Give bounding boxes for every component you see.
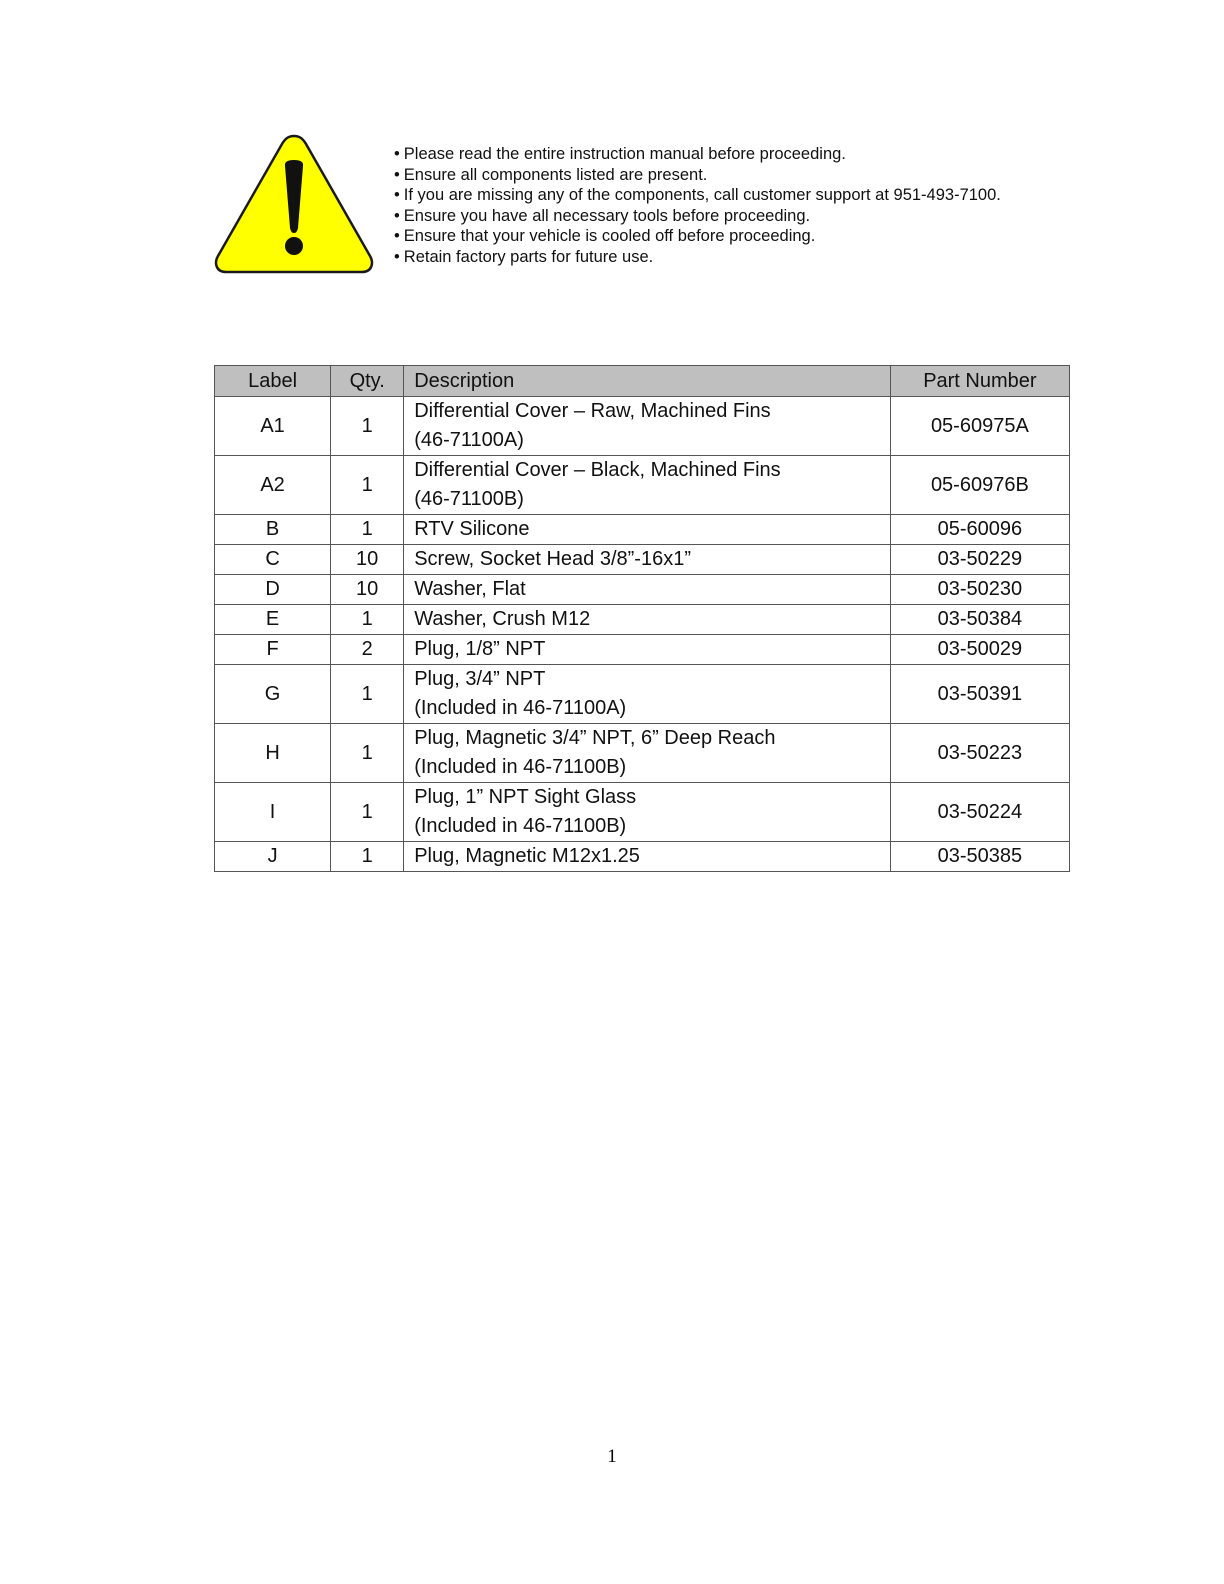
cell-qty: 1 (331, 605, 404, 635)
cell-part-number: 03-50230 (890, 575, 1069, 605)
column-header-label: Label (215, 366, 331, 397)
cell-label: A2 (215, 456, 331, 515)
warning-note: • If you are missing any of the components, call customer support at 951-493-7100. (394, 185, 1001, 206)
cell-part-number: 03-50029 (890, 635, 1069, 665)
description-line: Washer, Flat (414, 578, 526, 600)
cell-part-number: 03-50384 (890, 605, 1069, 635)
table-header-row (215, 366, 1070, 397)
cell-qty: 10 (331, 575, 404, 605)
cell-description (404, 545, 891, 575)
cell-qty: 1 (331, 665, 404, 724)
cell-qty: 10 (331, 545, 404, 575)
column-header-description: Description (404, 366, 891, 397)
cell-description (404, 783, 891, 842)
cell-part-number: 05-60975A (890, 397, 1069, 456)
description-line: RTV Silicone (414, 518, 530, 540)
cell-label: I (215, 783, 331, 842)
table-row (215, 397, 1070, 456)
description-line: Differential Cover – Raw, Machined Fins (414, 400, 771, 422)
warning-note: • Ensure that your vehicle is cooled off before proceeding. (394, 226, 1001, 247)
cell-description (404, 842, 891, 872)
cell-part-number: 05-60976B (890, 456, 1069, 515)
cell-label: G (215, 665, 331, 724)
table-row (215, 605, 1070, 635)
cell-label: J (215, 842, 331, 872)
description-line: (Included in 46-71100B) (414, 815, 627, 837)
table-row (215, 724, 1070, 783)
cell-qty: 2 (331, 635, 404, 665)
cell-label: H (215, 724, 331, 783)
description-line: Plug, 3/4” NPT (414, 668, 546, 690)
table-row (215, 456, 1070, 515)
cell-part-number: 03-50391 (890, 665, 1069, 724)
cell-qty: 1 (331, 515, 404, 545)
cell-qty: 1 (331, 783, 404, 842)
cell-part-number: 03-50385 (890, 842, 1069, 872)
cell-qty: 1 (331, 397, 404, 456)
cell-description (404, 605, 891, 635)
warning-note: • Ensure you have all necessary tools before proceeding. (394, 206, 1001, 227)
description-line: (46-71100A) (414, 429, 524, 451)
cell-description (404, 635, 891, 665)
table-row (215, 783, 1070, 842)
cell-part-number: 03-50224 (890, 783, 1069, 842)
warning-note: • Please read the entire instruction manual before proceeding. (394, 144, 1001, 165)
cell-label: C (215, 545, 331, 575)
cell-description (404, 515, 891, 545)
cell-qty: 1 (331, 456, 404, 515)
cell-part-number: 03-50223 (890, 724, 1069, 783)
cell-description (404, 456, 891, 515)
table-row (215, 842, 1070, 872)
description-line: (Included in 46-71100B) (414, 756, 627, 778)
cell-description (404, 665, 891, 724)
warning-notes (394, 144, 1001, 267)
cell-label: E (215, 605, 331, 635)
cell-label: B (215, 515, 331, 545)
page-number: 1 (607, 1446, 617, 1467)
description-line: (Included in 46-71100A) (414, 697, 627, 719)
cell-description (404, 575, 891, 605)
table-row (215, 635, 1070, 665)
parts-table-body (215, 397, 1070, 872)
warning-note: • Ensure all components listed are present. (394, 165, 1001, 186)
warning-triangle-icon (212, 132, 376, 276)
cell-part-number: 03-50229 (890, 545, 1069, 575)
table-row (215, 575, 1070, 605)
description-line: Plug, Magnetic M12x1.25 (414, 845, 640, 867)
parts-table (214, 365, 1070, 872)
cell-qty: 1 (331, 724, 404, 783)
description-line: Differential Cover – Black, Machined Fins (414, 459, 781, 481)
description-line: (46-71100B) (414, 488, 524, 510)
cell-part-number: 05-60096 (890, 515, 1069, 545)
cell-label: A1 (215, 397, 331, 456)
cell-label: D (215, 575, 331, 605)
cell-description (404, 397, 891, 456)
column-header-qty: Qty. (331, 366, 404, 397)
table-row (215, 665, 1070, 724)
description-line: Plug, Magnetic 3/4” NPT, 6” Deep Reach (414, 727, 776, 749)
table-row (215, 545, 1070, 575)
description-line: Washer, Crush M12 (414, 608, 591, 630)
description-line: Plug, 1/8” NPT (414, 638, 546, 660)
table-row (215, 515, 1070, 545)
warning-note: • Retain factory parts for future use. (394, 247, 1001, 268)
description-line: Screw, Socket Head 3/8”-16x1” (414, 548, 691, 570)
cell-description (404, 724, 891, 783)
cell-qty: 1 (331, 842, 404, 872)
cell-label: F (215, 635, 331, 665)
column-header-part-number: Part Number (890, 366, 1069, 397)
description-line: Plug, 1” NPT Sight Glass (414, 786, 637, 808)
